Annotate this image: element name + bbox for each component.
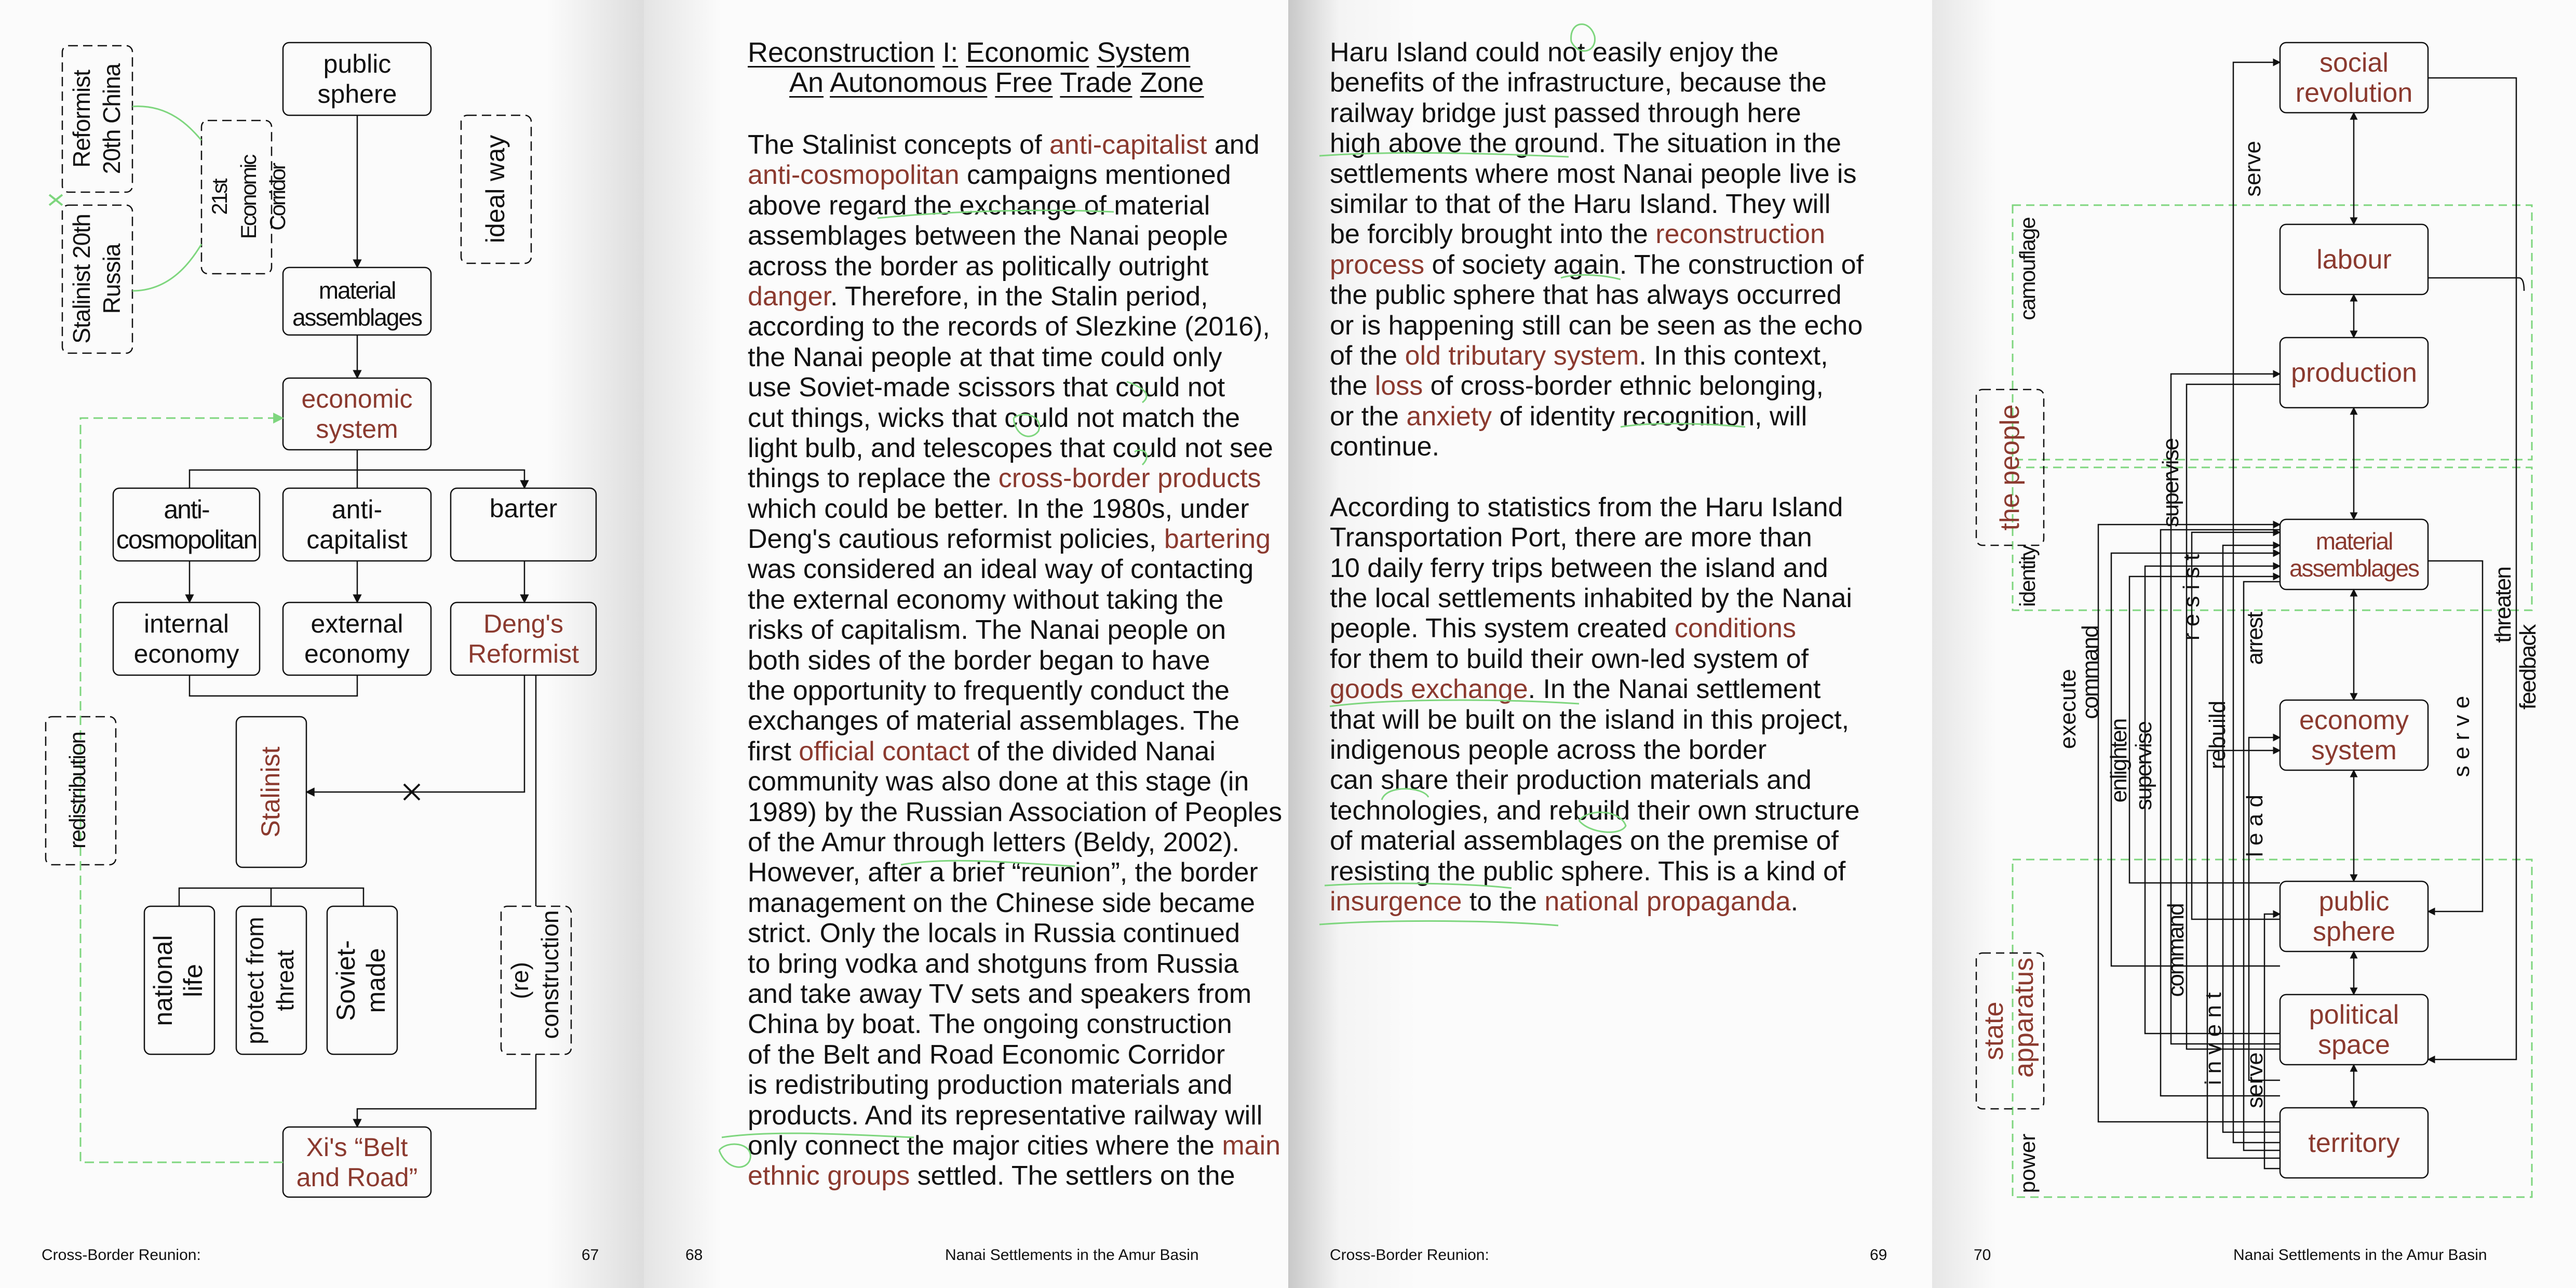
node-political-space: political space: [2309, 999, 2399, 1060]
text-segment: settled. The settlers on the: [910, 1161, 1235, 1191]
highlighted-term: danger: [748, 281, 831, 312]
text-line: [748, 403, 1282, 433]
node-economy-system: economy system: [2299, 705, 2409, 766]
relation-lead: l e a d: [2242, 795, 2268, 857]
text-segment: high above the ground. The situation in the: [1330, 128, 1841, 159]
title-line-1: Reconstruction I: Economic System: [748, 37, 1191, 68]
highlighted-term: old tributary system: [1405, 340, 1639, 371]
relation-command: command: [2078, 626, 2103, 719]
page-70: [1932, 0, 2576, 1288]
text-segment: of the divided Nanai: [969, 736, 1216, 767]
text-line: [1330, 98, 1864, 128]
text-segment: products. And its representative railway will: [748, 1100, 1263, 1131]
text-line: [748, 251, 1282, 281]
text-line: [1330, 128, 1864, 158]
text-line: [748, 585, 1282, 615]
text-segment: assemblages between the Nanai people: [748, 221, 1229, 251]
relation-feedback: feedback: [2515, 625, 2541, 710]
text-line: [748, 706, 1282, 736]
text-segment: use Soviet-made scissors that could not: [748, 372, 1225, 403]
text-line: [748, 494, 1282, 524]
node-territory: territory: [2308, 1128, 2400, 1158]
text-segment: the opportunity to frequently conduct the: [748, 676, 1230, 706]
text-segment: or is happening still can be seen as the echo: [1330, 310, 1863, 341]
text-segment: according to the records of Slezkine (2016),: [748, 312, 1270, 342]
text-segment: to the: [1462, 886, 1545, 917]
text-line: [1330, 462, 1864, 492]
text-segment: . In the Nanai settlement: [1528, 674, 1821, 705]
label-economic-corridor: 21st Economic Corridor: [207, 155, 290, 239]
text-segment: 10 daily ferry trips between the island and: [1330, 553, 1828, 583]
text-line: [1330, 68, 1864, 98]
text-line: [748, 827, 1282, 857]
text-segment: indigenous people across the border: [1330, 734, 1767, 765]
text-line: [748, 221, 1282, 251]
highlighted-term: main: [1222, 1130, 1281, 1161]
label-public-sphere: public sphere: [317, 49, 397, 109]
text-line: [748, 857, 1282, 888]
text-line: [1330, 159, 1864, 189]
page-69: [1288, 0, 1932, 1288]
text-line: [748, 949, 1282, 979]
label-material-assemblages: material assemblages: [292, 277, 422, 331]
node-social-revolution: social revolution: [2295, 47, 2413, 108]
label-ideal-way: ideal way: [481, 135, 510, 244]
text-line: [748, 463, 1282, 493]
text-segment: of the Belt and Road Economic Corridor: [748, 1039, 1225, 1070]
highlighted-term: national propaganda: [1544, 886, 1791, 917]
text-segment: However, after a brief “reunion”, the border: [748, 857, 1258, 888]
highlighted-term: ethnic groups: [748, 1161, 910, 1191]
text-segment: for them to build their own-led system of: [1330, 643, 1809, 674]
text-segment: is redistributing production materials and: [748, 1070, 1233, 1101]
text-segment: and take away TV sets and speakers from: [748, 978, 1252, 1009]
label-dengs-reformist: Deng's Reformist: [468, 609, 579, 668]
highlighted-term: conditions: [1674, 613, 1796, 644]
text-segment: technologies, and rebuild their own structure: [1330, 795, 1860, 826]
text-segment: of cross-border ethnic belonging,: [1423, 371, 1824, 401]
text-line: [748, 342, 1282, 372]
relation-supervise-2: supervise: [2131, 721, 2156, 811]
text-line: [748, 1040, 1282, 1070]
text-segment: things to replace the: [748, 463, 999, 494]
label-anti-cosmopolitan: anti- cosmopolitan: [116, 495, 257, 554]
footer-left-title: Cross-Border Reunion:: [42, 1246, 201, 1264]
label-national-life: national life: [149, 935, 208, 1026]
text-segment: the external economy without taking the: [748, 584, 1224, 615]
relation-threaten: threaten: [2490, 567, 2516, 643]
label-soviet-made: Soviet- made: [331, 940, 390, 1021]
text-segment: . In this context,: [1639, 340, 1828, 371]
highlighted-term: goods exchange: [1330, 674, 1528, 705]
text-segment: Transportation Port, there are more than: [1330, 522, 1812, 553]
highlighted-term: anxiety: [1406, 401, 1492, 432]
footer-left-title: Cross-Border Reunion:: [1330, 1246, 1489, 1264]
label-stalinist: Stalinist: [256, 746, 285, 838]
text-segment: of identity recognition, will: [1492, 401, 1808, 432]
text-segment: resisting the public sphere. This is a kind of: [1330, 856, 1846, 887]
text-segment: Haru Island could not easily enjoy the: [1330, 37, 1779, 68]
text-line: [748, 676, 1282, 706]
text-line: [1330, 371, 1864, 401]
label-barter: barter: [489, 494, 558, 523]
text-line: [1330, 674, 1864, 704]
text-line: [1330, 37, 1864, 68]
label-camouflage: camouflage: [2015, 218, 2040, 320]
text-segment: cut things, wicks that could not match the: [748, 403, 1240, 433]
text-line: [748, 130, 1282, 160]
label-power: power: [2015, 1133, 2040, 1193]
page-number: 67: [582, 1246, 599, 1264]
text-line: [1330, 341, 1864, 371]
text-segment: of the Amur through letters (Beldy, 2002).: [748, 827, 1240, 857]
relation-serve-low: serve: [2242, 1052, 2268, 1108]
text-segment: the: [1330, 371, 1375, 401]
text-line: [1330, 553, 1864, 583]
text-segment: people. This system created: [1330, 613, 1675, 644]
text-line: [748, 767, 1282, 797]
right-diagram-labels: [1932, 0, 2576, 1288]
text-line: [748, 191, 1282, 221]
text-segment: China by boat. The ongoing construction: [748, 1009, 1232, 1040]
text-line: [748, 1101, 1282, 1131]
relation-execute: execute: [2055, 668, 2081, 749]
text-segment: that will be built on the island in this project,: [1330, 704, 1850, 735]
text-segment: exchanges of material assemblages. The: [748, 706, 1240, 736]
text-line: [1330, 280, 1864, 310]
footer-right-title: Nanai Settlements in the Amur Basin: [2233, 1246, 2487, 1264]
text-segment: to bring vodka and shotguns from Russia: [748, 948, 1239, 979]
text-line: [1330, 887, 1864, 917]
text-line: [1330, 735, 1864, 765]
text-line: [748, 1161, 1282, 1191]
text-line: [748, 918, 1282, 948]
node-production: production: [2291, 357, 2417, 388]
text-segment: 1989) by the Russian Association of Peoples: [748, 797, 1283, 827]
label-identity: identity: [2015, 546, 2040, 607]
text-line: [1330, 522, 1864, 553]
text-segment: the public sphere that has always occurred: [1330, 280, 1842, 311]
text-segment: The Stalinist concepts of: [748, 130, 1049, 160]
text-line: [1330, 492, 1864, 522]
text-segment: be forcibly brought into the: [1330, 219, 1656, 250]
text-segment: management on the Chinese side became: [748, 888, 1256, 918]
text-line: [1330, 189, 1864, 219]
text-segment: benefits of the infrastructure, because the: [1330, 68, 1827, 98]
text-segment: above regard the exchange of material: [748, 190, 1210, 221]
text-line: [748, 736, 1282, 767]
text-segment: .: [1790, 886, 1799, 917]
text-segment: light bulb, and telescopes that could not see: [748, 433, 1273, 463]
text-line: [1330, 826, 1864, 856]
page-number: 68: [685, 1246, 703, 1264]
label-anti-capitalist: anti- capitalist: [306, 495, 408, 554]
highlighted-term: official contact: [799, 736, 969, 767]
text-line: [748, 160, 1282, 190]
text-line: [748, 1131, 1282, 1161]
text-segment: of the: [1330, 340, 1405, 371]
text-segment: similar to that of the Haru Island. They will: [1330, 189, 1831, 219]
text-segment: or the: [1330, 401, 1407, 432]
text-line: [1330, 705, 1864, 735]
text-segment: settlements where most Nanai people live is: [1330, 158, 1857, 189]
relation-invent: i n v e n t: [2201, 992, 2226, 1085]
text-line: [1330, 613, 1864, 643]
label-internal-economy: internal economy: [133, 609, 239, 668]
text-line: [748, 372, 1282, 403]
text-segment: railway bridge just passed through here: [1330, 98, 1801, 128]
label-reformist-20th-china: Reformist 20th China: [68, 63, 125, 175]
text-segment: and: [1207, 130, 1260, 160]
highlighted-term: bartering: [1164, 524, 1271, 555]
text-segment: the local settlements inhabited by the Nanai: [1330, 583, 1852, 614]
label-stalinist-20th-russia: Stalinist 20th Russia: [68, 214, 125, 344]
label-redistribution: redistribution: [65, 732, 90, 849]
text-segment: across the border as politically outright: [748, 251, 1209, 281]
highlighted-term: insurgence: [1330, 886, 1462, 917]
highlighted-term: anti-capitalist: [1049, 130, 1207, 160]
text-line: [748, 312, 1282, 342]
text-line: [748, 281, 1282, 312]
label-protect-from-threat: protect from threat: [241, 917, 299, 1044]
text-line: [1330, 765, 1864, 795]
text-segment: can share their production materials and: [1330, 765, 1812, 796]
body-text-69: [1330, 37, 1864, 917]
footer-right-title: Nanai Settlements in the Amur Basin: [945, 1246, 1199, 1264]
text-line: [748, 524, 1282, 554]
text-segment: community was also done at this stage (in: [748, 767, 1249, 797]
label-xis-belt-and-road: Xi's “Belt and Road”: [296, 1132, 418, 1192]
text-line: [1330, 583, 1864, 613]
text-line: [1330, 796, 1864, 826]
label-state-apparatus: state apparatus: [1979, 957, 2039, 1078]
text-segment: only connect the major cities where the: [748, 1130, 1222, 1161]
text-line: [1330, 644, 1864, 674]
left-diagram-labels: [0, 0, 644, 1288]
text-segment: was considered an ideal way of contacting: [748, 554, 1254, 585]
text-segment: the Nanai people at that time could only: [748, 342, 1222, 372]
text-line: [1330, 250, 1864, 280]
text-line: [1330, 219, 1864, 249]
node-material-assemblages: material assemblages: [2289, 527, 2419, 582]
relation-supervise: supervise: [2158, 438, 2183, 528]
label-economic-system: economic system: [301, 384, 413, 444]
relation-enlighten: enlighten: [2106, 719, 2132, 803]
highlighted-term: process: [1330, 249, 1425, 280]
highlighted-term: loss: [1374, 371, 1423, 401]
text-segment: both sides of the border began to have: [748, 645, 1210, 676]
relation-serve-right: s e r v e: [2449, 695, 2474, 777]
text-line: [748, 615, 1282, 645]
highlighted-term: reconstruction: [1655, 219, 1825, 250]
text-segment: . Therefore, in the Stalin period,: [830, 281, 1208, 312]
text-line: [748, 554, 1282, 584]
text-segment: risks of capitalism. The Nanai people on: [748, 615, 1226, 646]
text-line: [748, 646, 1282, 676]
text-segment: of material assemblages on the premise of: [1330, 826, 1839, 856]
label-re-construction: (re) construction: [506, 910, 563, 1039]
text-segment: continue.: [1330, 432, 1440, 462]
text-line: [748, 979, 1282, 1009]
relation-command-2: command: [2163, 904, 2189, 997]
highlighted-term: cross-border products: [998, 463, 1261, 494]
page-67: [0, 0, 644, 1288]
node-public-sphere: public sphere: [2313, 886, 2395, 947]
text-segment: first: [748, 736, 799, 767]
text-segment: Deng's cautious reformist policies,: [748, 524, 1164, 555]
text-line: [748, 433, 1282, 463]
label-external-economy: external economy: [304, 609, 410, 668]
text-segment: According to statistics from the Haru Island: [1330, 492, 1843, 522]
text-line: [1330, 856, 1864, 887]
body-text-68: [748, 130, 1282, 1191]
relation-rebuild: rebuild: [2205, 700, 2230, 770]
relation-arrest: arrest: [2242, 612, 2268, 665]
text-line: [748, 797, 1282, 827]
text-segment: of society again. The construction of: [1424, 249, 1864, 280]
text-segment: which could be better. In the 1980s, under: [748, 493, 1249, 524]
title-line-2: An Autonomous Free Trade Zone: [789, 67, 1204, 98]
text-segment: campaigns mentioned: [959, 160, 1231, 191]
text-line: [748, 1009, 1282, 1039]
relation-resist: r e s i s t: [2179, 554, 2204, 641]
page-number: 69: [1870, 1246, 1887, 1264]
text-line: [748, 1070, 1282, 1100]
label-the-people: the people: [1995, 404, 2025, 531]
text-line: [1330, 401, 1864, 432]
text-line: [1330, 311, 1864, 341]
text-line: [748, 888, 1282, 918]
section-title: [748, 37, 1204, 98]
text-segment: strict. Only the locals in Russia continued: [748, 918, 1240, 949]
relation-serve: serve: [2240, 141, 2265, 197]
highlighted-term: anti-cosmopolitan: [748, 160, 960, 191]
node-labour: labour: [2316, 244, 2392, 275]
page-68: [644, 0, 1288, 1288]
page-number: 70: [1974, 1246, 1991, 1264]
text-line: [1330, 432, 1864, 462]
